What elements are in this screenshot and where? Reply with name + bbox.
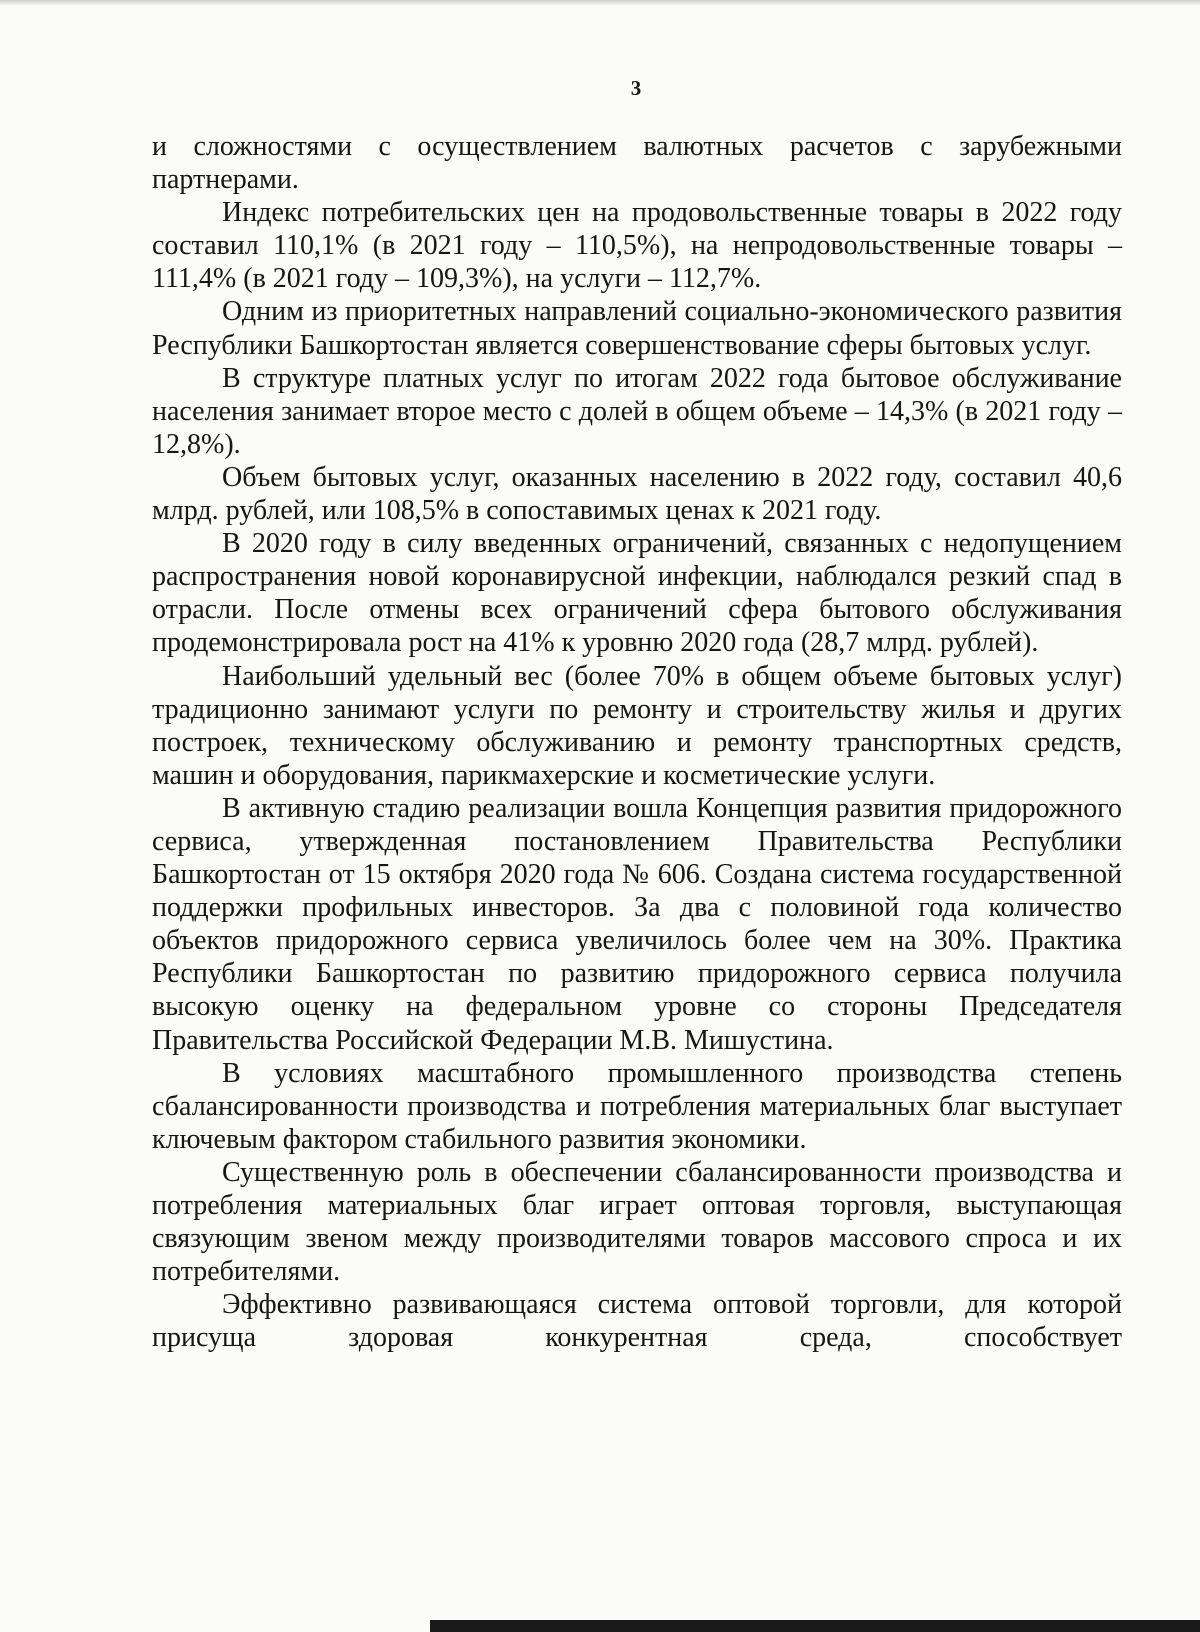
page-top-edge bbox=[0, 0, 1200, 6]
page-number: 3 bbox=[630, 76, 642, 100]
paragraph-3: Одним из приоритетных направлений социально-экономического развития Республики Башкортостан является совершенствование сферы бытовых услуг. bbox=[152, 296, 1122, 361]
paragraph-11: Эффективно развивающаяся система оптовой торговли, для которой присуща здоровая конкурентная среда, способствует bbox=[152, 1289, 1122, 1354]
body-text bbox=[152, 130, 1122, 1354]
paragraph-10: Существенную роль в обеспечении сбалансированности производства и потребления материальных благ играет оптовая торговля, выступающая связующим звеном между производителями товаров массового спроса и их потребителями. bbox=[152, 1156, 1122, 1288]
paragraph-7: Наибольший удельный вес (более 70% в общем объеме бытовых услуг) традиционно занимают услуги по ремонту и строительству жилья и других построек, техническому обслуживанию и ремонту транспортных средств, машин и оборудования, парикмахерские и косметические услуги. bbox=[152, 660, 1122, 791]
paragraph-1: и сложностями с осуществлением валютных расчетов с зарубежными партнерами. bbox=[152, 131, 1122, 196]
paragraph-4: В структуре платных услуг по итогам 2022 года бытовое обслуживание населения занимает второе место с долей в общем объеме – 14,3% (в 2021 году – 12,8%). bbox=[152, 362, 1122, 460]
scan-bottom-edge bbox=[430, 1620, 1200, 1632]
paragraph-2: Индекс потребительских цен на продовольственные товары в 2022 году составил 110,1% (в 2021 году – 110,5%), на непродовольственные товары – 111,4% (в 2021 году – 109,3%), на услуги – 112,7%. bbox=[152, 197, 1122, 295]
paragraph-6: В 2020 году в силу введенных ограничений, связанных с недопущением распространения новой коронавирусной инфекции, наблюдался резкий спад в отрасли. После отмены всех ограничений сфера бытового обслуживания продемонстрировала рост на 41% к уровню 2020 года (28,7 млрд. рублей). bbox=[152, 528, 1122, 659]
paragraph-9: В условиях масштабного промышленного производства степень сбалансированности производства и потребления материальных благ выступает ключевым фактором стабильного развития экономики. bbox=[152, 1057, 1122, 1155]
paragraph-8: В активную стадию реализации вошла Концепция развития придорожного сервиса, утвержденная постановлением Правительства Республики Башкортостан от 15 октября 2020 года № 606. Создана система государственной поддержки профильных инвесторов. За два с половиной года количество объектов придорожного сервиса увеличилось более чем на 30%. Практика Республики Башкортостан по развитию придорожного сервиса получила высокую оценку на федеральном уровне со стороны Председателя Правительства Российской Федерации М.В. Мишустина. bbox=[152, 792, 1122, 1056]
paragraph-5: Объем бытовых услуг, оказанных населению в 2022 году, составил 40,6 млрд. рублей, или 108,5% в сопоставимых ценах к 2021 году. bbox=[152, 461, 1122, 527]
